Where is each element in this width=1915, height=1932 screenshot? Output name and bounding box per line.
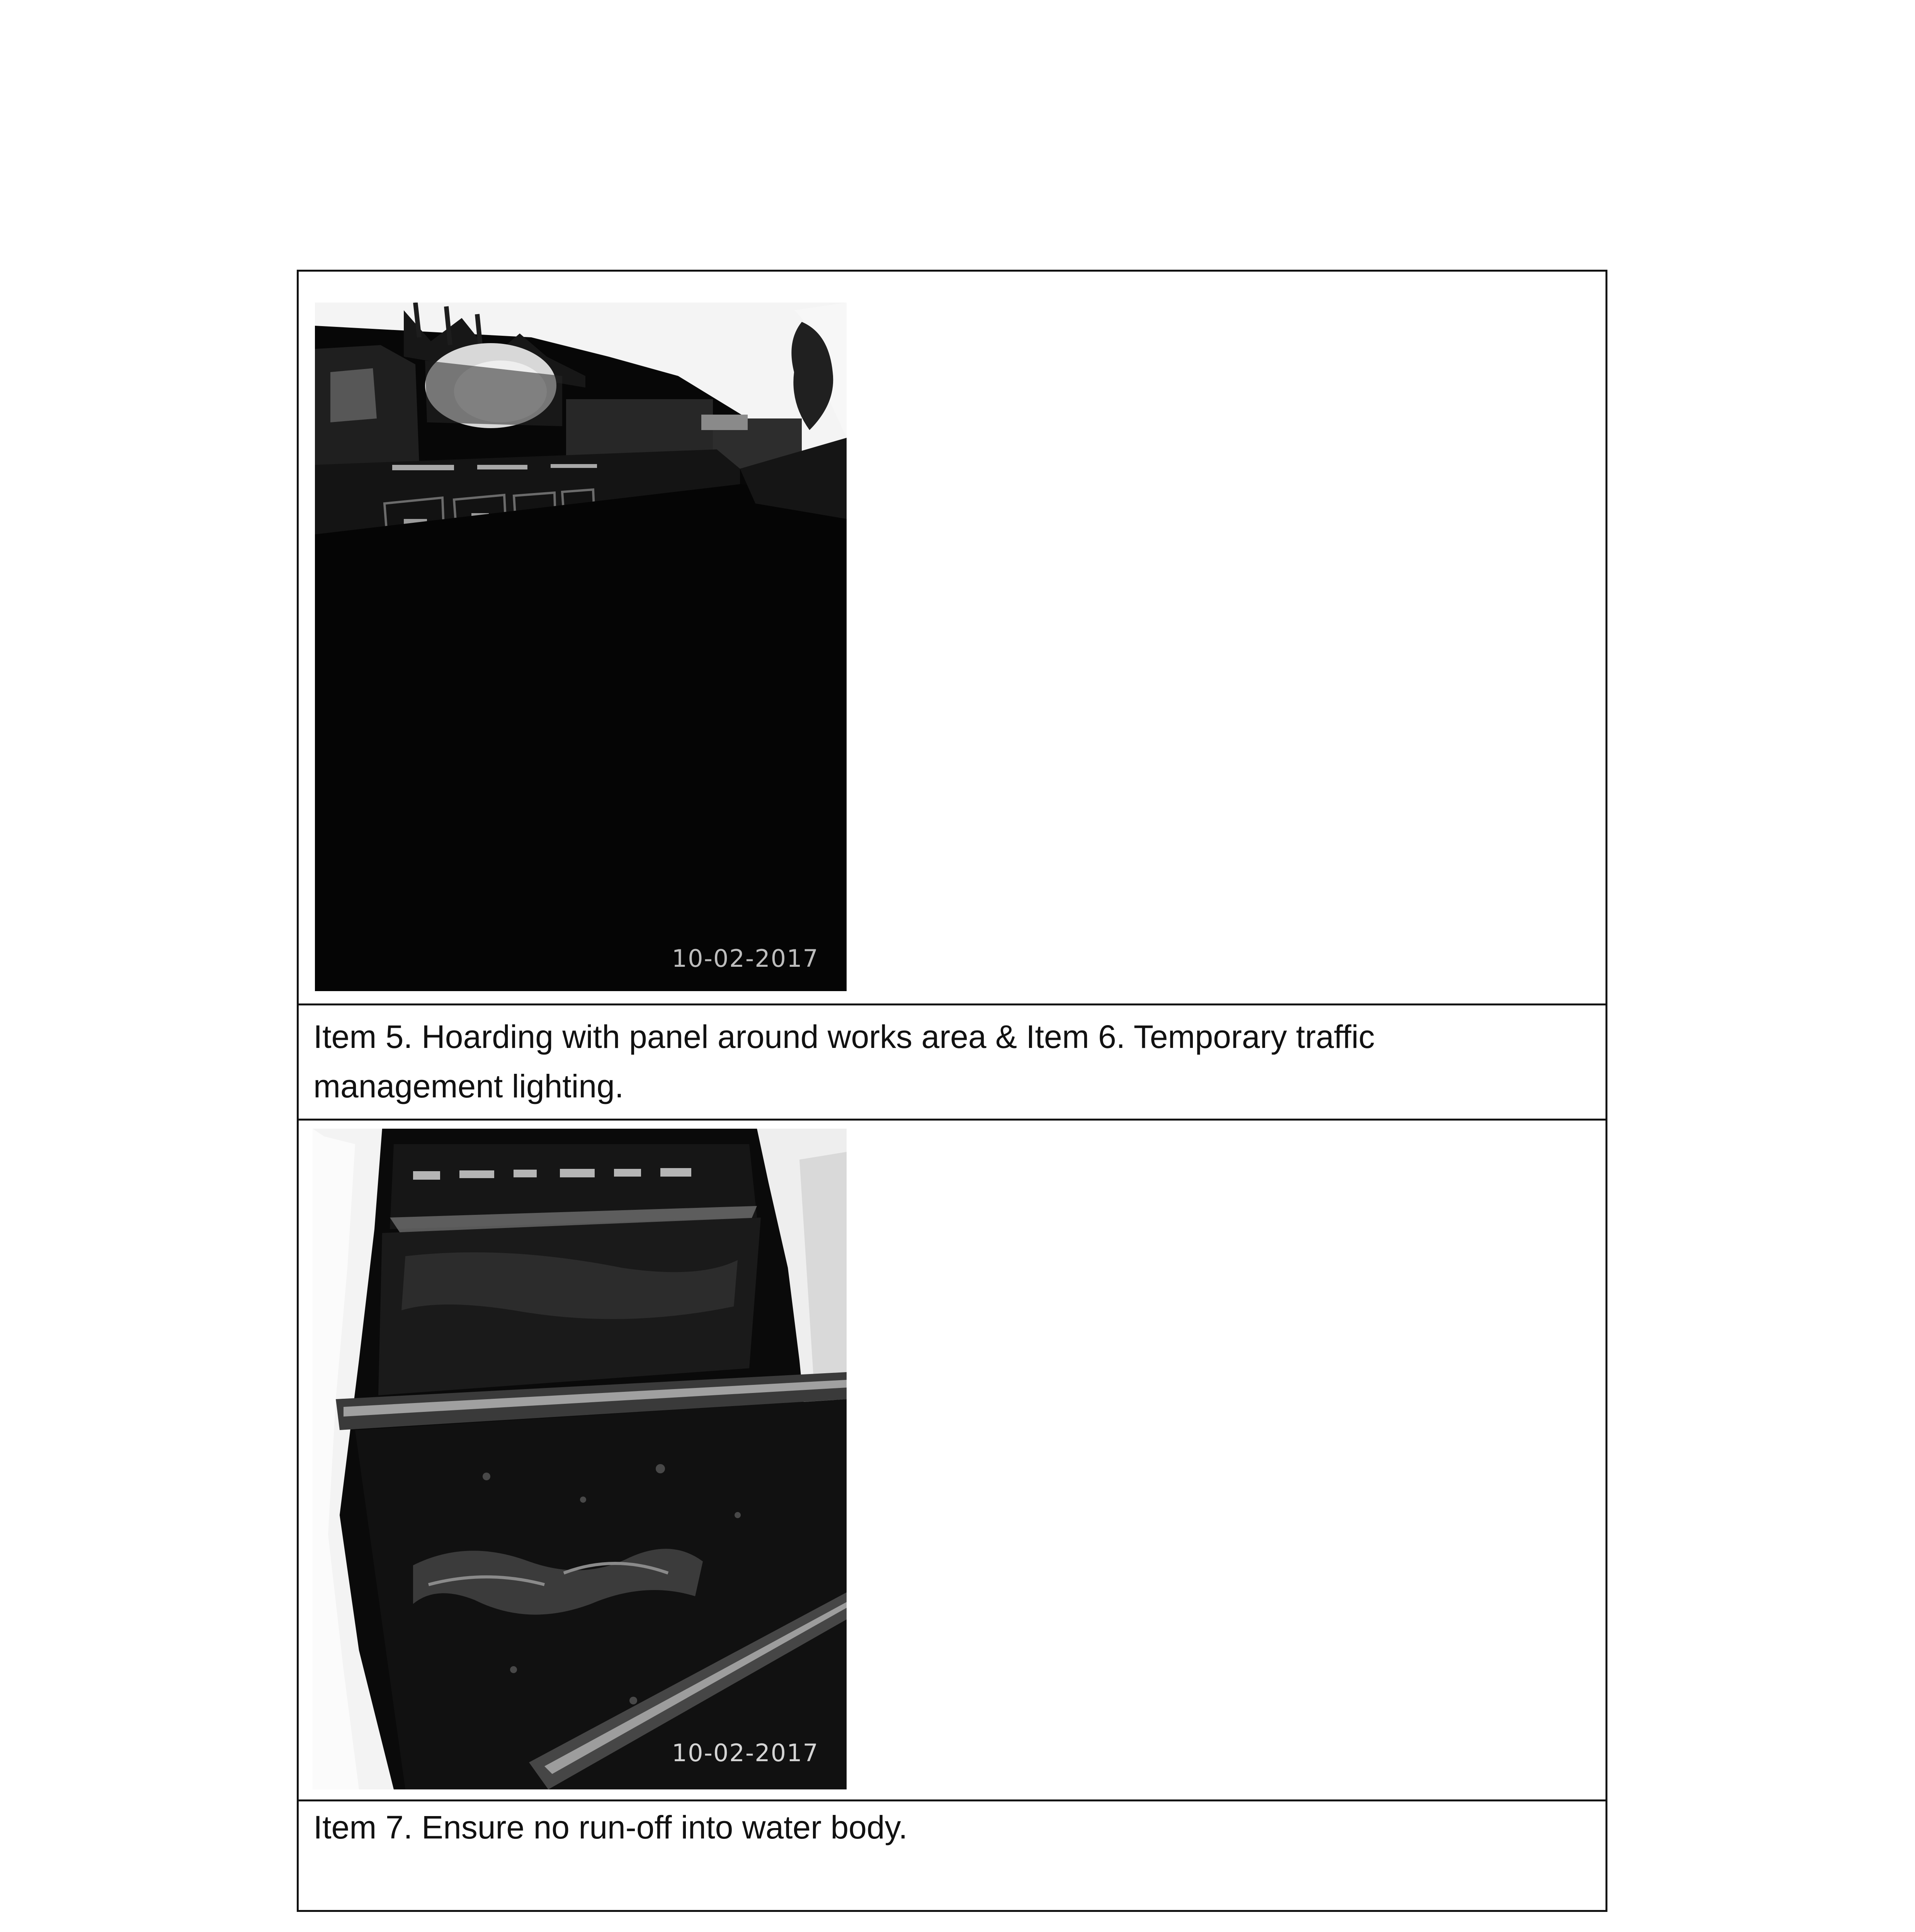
table-row-divider <box>299 1119 1605 1121</box>
photo-caption: Item 5. Hoarding with panel around works area & Item 6. Temporary traffic management lighting. <box>313 1019 1375 1104</box>
site-photo-no-runoff <box>313 1129 847 1789</box>
site-photo-1-image <box>315 303 847 991</box>
site-photo-hoarding-traffic-lighting <box>315 303 847 991</box>
photo-record-table <box>297 270 1607 1912</box>
table-row-divider <box>299 1003 1605 1005</box>
photo-date-stamp: 10-02-2017 <box>672 944 819 973</box>
site-photo-2-image <box>313 1129 847 1789</box>
photo-caption: Item 7. Ensure no run-off into water body. <box>313 1809 908 1845</box>
photo-date-stamp: 10-02-2017 <box>672 1739 819 1767</box>
table-row-divider <box>299 1799 1605 1801</box>
